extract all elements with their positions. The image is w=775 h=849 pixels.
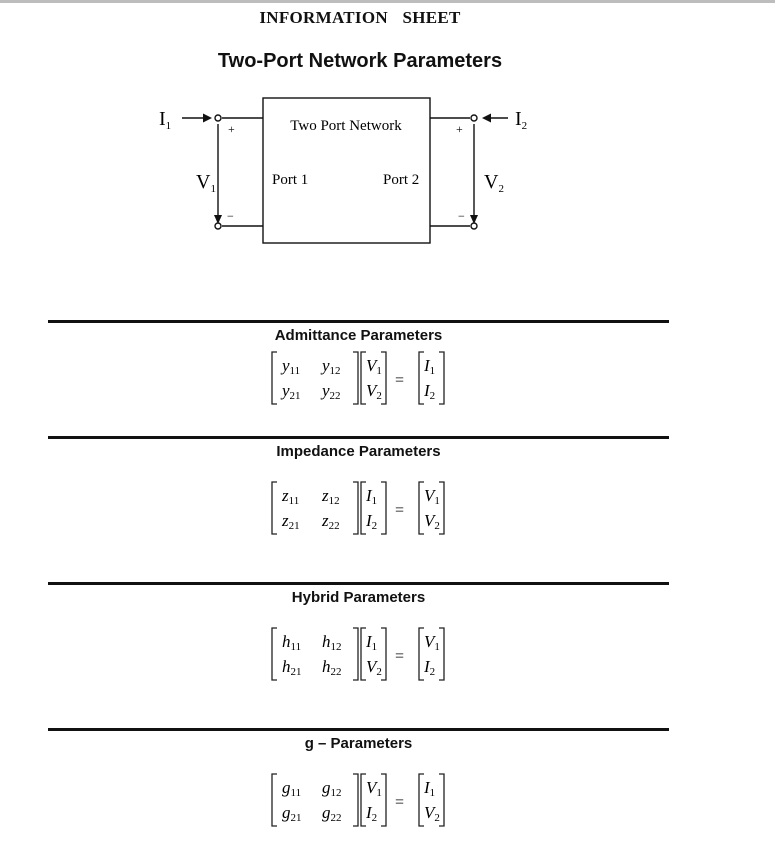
current1-label: $I_1$: [159, 108, 172, 132]
hybrid-result-1: V1: [424, 632, 440, 653]
voltage1-label: $V_1$: [196, 171, 216, 195]
g-section-rule: [48, 728, 669, 731]
hybrid-matrix-11: h11: [282, 632, 302, 653]
admittance-matrix-21: y21: [282, 381, 301, 402]
port2-minus-sign: −: [458, 209, 465, 223]
port1-top-terminal: [215, 115, 221, 121]
g-matrix-22: g22: [322, 803, 342, 824]
g-matrix-21: g21: [282, 803, 302, 824]
g-equals-sign: =: [395, 794, 405, 811]
hybrid-matrix-21: h21: [282, 657, 302, 678]
admittance-matrix-22: y22: [322, 381, 341, 402]
hybrid-equals-sign: =: [395, 648, 405, 665]
page-top-border: [0, 0, 775, 3]
hybrid-vector-2: V2: [366, 657, 382, 678]
impedance-matrix-11: z11: [282, 486, 300, 507]
impedance-vector-2: I2: [366, 511, 378, 532]
hybrid-matrix-12: h12: [322, 632, 342, 653]
impedance-parameters-equation: [262, 479, 462, 539]
g-matrix-12: g12: [322, 778, 342, 799]
impedance-matrix-22: z22: [322, 511, 340, 532]
hybrid-vector-1: I1: [366, 632, 378, 653]
admittance-equals-sign: =: [395, 372, 405, 389]
admittance-result-2: I2: [424, 381, 436, 402]
hybrid-matrix-22: h22: [322, 657, 342, 678]
hybrid-section-rule: [48, 582, 669, 585]
impedance-result-1: V1: [424, 486, 440, 507]
network-box-label: Two Port Network: [290, 118, 402, 134]
port1-minus-sign: −: [227, 209, 234, 223]
admittance-vector-1: V1: [366, 356, 382, 377]
impedance-matrix-12: z12: [322, 486, 340, 507]
sheet-title: INFORMATION SHEET: [259, 8, 461, 27]
g-matrix-11: g11: [282, 778, 302, 799]
g-parameters-equation: [262, 771, 462, 831]
impedance-vector-1: I1: [366, 486, 378, 507]
impedance-parameters-heading: Impedance Parameters: [276, 443, 441, 460]
impedance-matrix-21: z21: [282, 511, 300, 532]
document-heading: Two-Port Network Parameters: [217, 50, 503, 72]
impedance-result-2: V2: [424, 511, 440, 532]
admittance-matrix-11: y11: [282, 356, 301, 377]
current2-label: $I_2$: [515, 108, 528, 132]
port2-label: Port 2: [383, 172, 420, 188]
g-vector-1: V1: [366, 778, 382, 799]
port2-plus-sign: +: [456, 122, 463, 136]
admittance-parameters-equation: [262, 349, 462, 409]
g-vector-2: I2: [366, 803, 378, 824]
admittance-matrix-12: y12: [322, 356, 341, 377]
two-port-network-diagram: [0, 90, 775, 250]
port1-plus-sign: +: [228, 122, 235, 136]
voltage2-label: $V_2$: [484, 171, 504, 195]
admittance-vector-2: V2: [366, 381, 382, 402]
g-result-2: V2: [424, 803, 440, 824]
hybrid-result-2: I2: [424, 657, 436, 678]
impedance-section-rule: [48, 436, 669, 439]
hybrid-parameters-equation: [262, 625, 462, 685]
port2-top-terminal: [471, 115, 477, 121]
impedance-equals-sign: =: [395, 502, 405, 519]
admittance-section-rule: [48, 320, 669, 323]
g-parameters-heading: g – Parameters: [304, 735, 413, 752]
admittance-parameters-heading: Admittance Parameters: [274, 327, 443, 344]
g-result-1: I1: [424, 778, 436, 799]
hybrid-parameters-heading: Hybrid Parameters: [291, 589, 426, 606]
port1-label: Port 1: [272, 172, 309, 188]
admittance-result-1: I1: [424, 356, 436, 377]
